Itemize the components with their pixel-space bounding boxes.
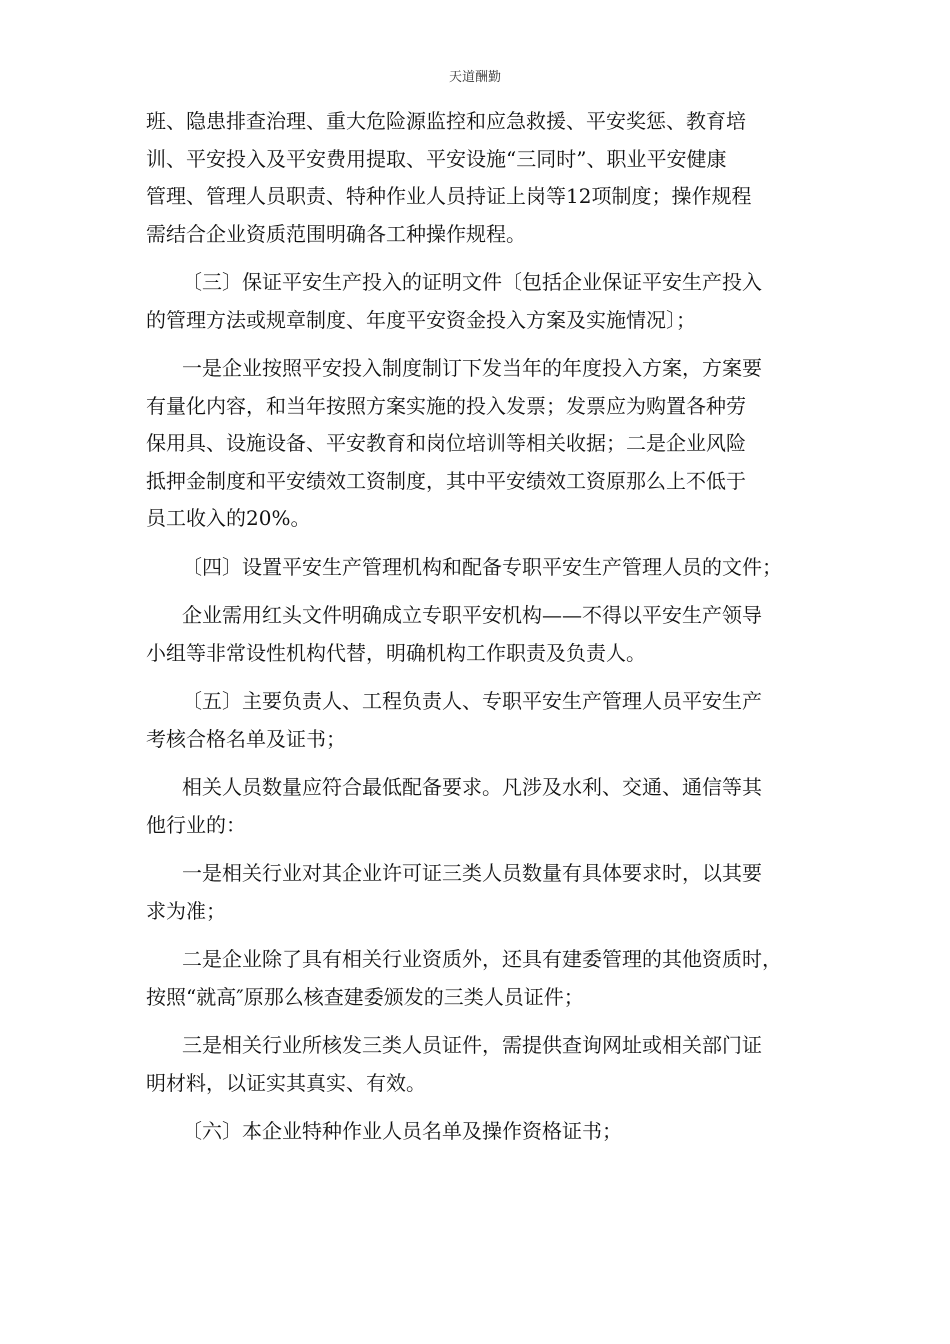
text-line: 二是企业除了具有相关行业资质外，还具有建委管理的其他资质时，: [182, 947, 782, 971]
text-line: 保用具、设施设备、平安教育和岗位培训等相关收据；二是企业风险: [146, 431, 746, 455]
section-heading-4: [146, 549, 810, 587]
text-line: 小组等非常设性机构代替，明确机构工作职责及负责人。: [146, 640, 646, 665]
section-heading-3: [146, 264, 810, 339]
page-header: [0, 66, 950, 85]
text-line: 〔三〕保证平安生产投入的证明文件〔包括企业保证平安生产投入: [182, 270, 762, 294]
text-line: 一是企业按照平安投入制度制订下发当年的年度投入方案，方案要: [182, 356, 762, 380]
text-line: 一是相关行业对其企业许可证三类人员数量有具体要求时，以其要: [182, 861, 762, 885]
text-line: 有量化内容，和当年按照方案实施的投入发票；发票应为购置各种劳: [146, 393, 746, 418]
section-heading-6: [146, 1113, 810, 1151]
text-line: 三是相关行业所核发三类人员证件，需提供查询网址或相关部门证: [182, 1033, 762, 1057]
text-line: 班、隐患排查治理、重大危险源监控和应急救援、平安奖惩、教育培: [146, 109, 746, 133]
text-line: 相关人员数量应符合最低配备要求。凡涉及水利、交通、通信等其: [182, 775, 762, 799]
text-line: 考核合格名单及证书；: [146, 726, 346, 751]
text-line: 〔六〕本企业特种作业人员名单及操作资格证书；: [182, 1119, 622, 1143]
text-line: 他行业的：: [146, 812, 246, 837]
section-heading-5: [146, 683, 810, 758]
text-line: 按照“就高″原那么核查建委颁发的三类人员证件；: [146, 984, 584, 1009]
header-text: 天道酬勤: [448, 70, 501, 85]
paragraph: [146, 597, 810, 672]
paragraph: [146, 1027, 810, 1102]
text-line: 员工收入的20%。: [146, 506, 311, 530]
text-line: 的管理方法或规章制度、年度平安资金投入方案及实施情况〕；: [146, 307, 696, 332]
text-line: 明材料，以证实其真实、有效。: [146, 1070, 426, 1095]
paragraph: [146, 350, 810, 538]
paragraph: [146, 769, 810, 844]
document-body: [146, 103, 810, 1162]
text-line: 求为准；: [146, 898, 226, 923]
text-line: 管理、管理人员职责、特种作业人员持证上岗等12项制度；操作规程: [146, 184, 752, 208]
text-line: 企业需用红头文件明确成立专职平安机构——不得以平安生产领导: [182, 603, 762, 627]
text-line: 〔五〕主要负责人、工程负责人、专职平安生产管理人员平安生产: [182, 689, 762, 713]
text-line: 抵押金制度和平安绩效工资制度，其中平安绩效工资原那么上不低于: [146, 468, 746, 493]
text-line: 训、平安投入及平安费用提取、平安设施“三同时”、职业平安健康: [146, 146, 727, 171]
paragraph: [146, 941, 810, 1016]
text-line: 需结合企业资质范围明确各工种操作规程。: [146, 221, 526, 246]
paragraph: [146, 855, 810, 930]
text-line: 〔四〕设置平安生产管理机构和配备专职平安生产管理人员的文件；: [182, 554, 782, 579]
paragraph-continuation: [146, 103, 810, 253]
